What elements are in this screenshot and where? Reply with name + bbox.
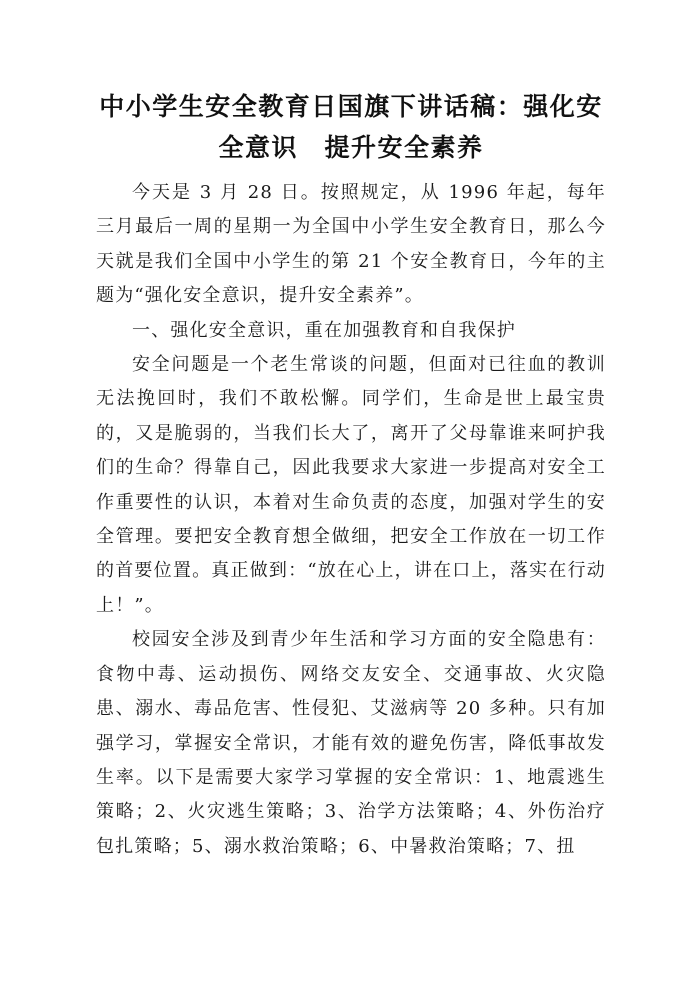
paragraph-intro: 今天是 3 月 28 日。按照规定，从 1996 年起，每年三月最后一周的星期一为全国中小学生安全教育日，那么今天就是我们全国中小学生的第 21 个安全教育日，今年的主题为“强化安全意识，提升安全素养”。	[96, 182, 606, 307]
paragraph-safety-awareness: 安全问题是一个老生常谈的问题，但面对已往血的教训无法挽回时，我们不敢松懈。同学们，生命是世上最宝贵的，又是脆弱的，当我们长大了，离开了父母靠谁来呵护我们的生命？得靠自己，因此我要求大家进一步提高对安全工作重要性的认识，本着对生命负责的态度，加强对学生的安全管理。要把安全教育想全做细，把安全工作放在一切工作的首要位置。真正做到：“放在心上，讲在口上，落实在行动上！”。	[96, 354, 606, 616]
paragraph-campus-safety: 校园安全涉及到青少年生活和学习方面的安全隐患有：食物中毒、运动损伤、网络交友安全、交通事故、火灾隐患、溺水、毒品危害、性侵犯、艾滋病等 20 多种。只有加强学习，掌握安全常识，才能有效的避免伤害，降低事故发生率。以下是需要大家学习掌握的安全常识：1、地震逃生策略；2、火灾逃生策略；3、治学方法策略；4、外伤治疗包扎策略；5、溺水救治策略；6、中暑救治策略；7、扭	[96, 629, 606, 857]
document-body	[96, 176, 606, 864]
section-heading-1: 一、强化安全意识，重在加强教育和自我保护	[132, 319, 516, 341]
page-title: 中小学生安全教育日国旗下讲话稿：强化安全意识 提升安全素养	[99, 92, 603, 162]
